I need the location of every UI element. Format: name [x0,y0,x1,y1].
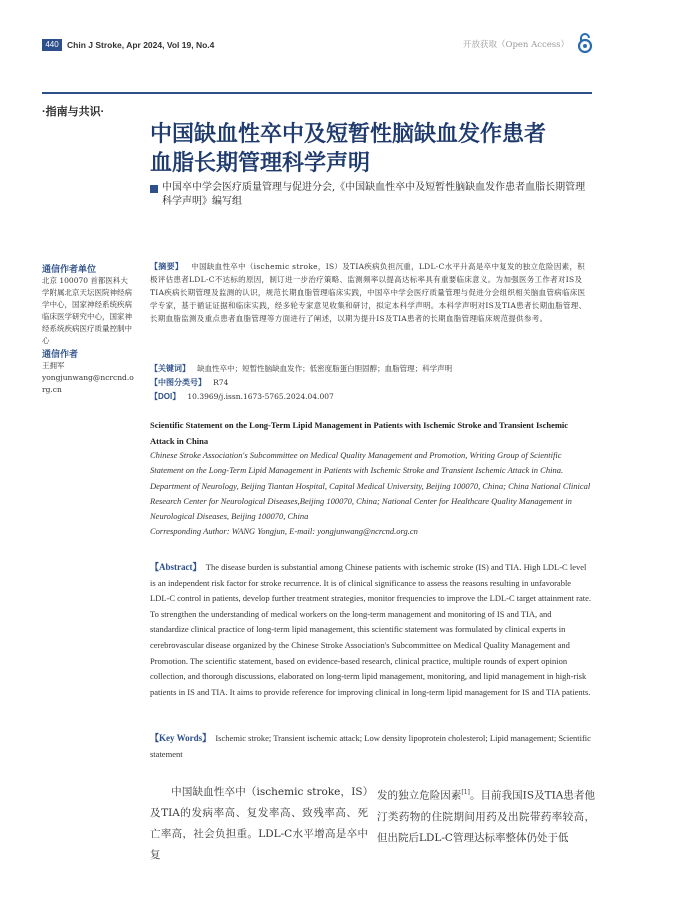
body-col2-text-post: 。目前我国IS及TIA患者他汀类药物的住院期间用药及出院带药率较高，但出院后LDL-C管理达标率整体仍处于低 [377,789,595,844]
cn-classification-text: R74 [213,378,229,387]
sidebar [42,262,134,396]
en-title: Scientific Statement on the Long-Term Lipid Management in Patients with Ischemic Stroke and Transient Ischemic Attack in China [150,420,569,446]
section-label: ·指南与共识· [42,106,105,118]
en-corresponding: Corresponding Author: WANG Yongjun, E-mail: yongjunwang@ncrcnd.org.cn [150,526,418,537]
unit-text: 北京 100070 首都医科大学附属北京天坛医院神经病学中心，国家神经系统疾病临床医学研究中心，国家神经系统疾病医疗质量控制中心 [42,276,132,345]
citation-ref[interactable]: [1] [461,789,470,796]
en-keywords-label: 【Key Words】 [150,733,212,743]
article-title [150,120,610,178]
en-keywords [150,731,592,762]
cn-abstract [150,260,592,325]
en-abstract-label: 【Abstract】 [150,562,202,572]
cn-keywords-text: 缺血性卒中；短暂性脑缺血发作；低密度脂蛋白胆固醇；血脂管理；科学声明 [197,364,453,373]
en-authors-block [150,448,592,540]
en-abstract [150,560,592,700]
cn-doi [150,390,592,403]
cn-abstract-label: 【摘要】 [150,262,184,271]
open-access-label: 开放获取（Open Access） [462,40,569,50]
page-number: 440 [42,39,62,51]
body-column-2 [377,782,595,849]
author-email[interactable]: yongjunwang@ncrcnd.org.cn [42,373,134,394]
en-authors: Chinese Stroke Association's Subcommittee on Medical Quality Management and Promotion, Writing Group of Scientific Statement on the Long-Term Lipid Management in Patients with Ischemic Stroke and Transient Ischemic Attack in China. Department of Neurology, Beijing Tiantan Hospital, Capital Medical University, Beijing 100070, China; China National Clinical Research Center for Neurological Diseases,Beijing 100070, China; National Center for Healthcare Quality Management in Neurological Diseases, Beijing 100070, China [150,450,591,522]
author-name: 王拥军 [42,361,65,370]
cn-keywords [150,362,592,375]
doi-text[interactable]: 10.3969/j.issn.1673-5765.2024.04.007 [187,392,334,401]
cn-abstract-text: 中国缺血性卒中（ischemic stroke，IS）及TIA疾病负担沉重，LDL-C水平升高是卒中复发的独立危险因素，积极评估患者LDL-C不达标的原因，制订进一步治疗策略、监测频率以提高达标率具有重要临床意义。为加强医务工作者对IS及TIA疾病长期管理及监测的认识，规范长期血脂管理临床实践，中国卒中学会医疗质量管理与促进分会组织相关脑血管病临床医学专家，基于循证证据和临床实践，经多轮专家意见收集和研讨，拟定本科学声明。本科学声明对IS及TIA患者长期血脂管理、长期血脂监测及重点患者血脂管理等方面进行了阐述，以期为提升IS及TIA患者的长期血脂管理临床规范提供参考。 [150,262,587,323]
title-line-2: 血脂长期管理科学声明 [150,150,371,176]
title-line-1: 中国缺血性卒中及短暂性脑缺血发作患者 [150,121,547,147]
authors: 中国卒中学会医疗质量管理与促进分会,《中国缺血性卒中及短暂性脑缺血发作患者血脂长期管理科学声明》编写组 [162,182,586,207]
journal-citation: Chin J Stroke, Apr 2024, Vol 19, No.4 [67,40,215,50]
cn-keywords-label: 【关键词】 [150,364,190,373]
body-col2-text-pre: 发的独立危险因素 [377,789,462,802]
cn-classification [150,376,592,389]
en-keywords-text: Ischemic stroke; Transient ischemic attack; Low density lipoprotein cholesterol; Lipid management; Scientific statement [150,733,591,759]
body-column-1 [150,782,368,866]
en-abstract-text: The disease burden is substantial among Chinese patients with ischemic stroke (IS) and TIA. High LDL-C level is an independent risk factor for stroke recurrence. It is of clinical significance to assess the reasons resulting in unfavorable LDL-C control in patients, develop further treatment strategies, monitor frequencies to improve the LDL-C target attainment rate. To strengthen the understanding of medical workers on the long-term management and monitoring of IS and TIA, and standardize clinical practice of long-term lipid management, this scientific statement was formulated by clinical experts in cerebrovascular disease organized by the Chinese Stroke Association's Subcommittee on Medical Quality Management and Promotion. The scientific statement, based on evidence-based research, clinical practice, multiple rounds of expert opinion collection, and thorough discussions, elaborated on long-term lipid management, monitoring, and lipid management in high-risk patients in IS and TIA. It aims to provide reference for improving clinical in long-term lipid management for IS and TIA patients. [150,562,591,697]
open-access-icon [577,33,593,53]
doi-label: 【DOI】 [150,392,181,401]
authors-bullet [150,185,158,193]
body-col1-text: 中国缺血性卒中（ischemic stroke，IS）及TIA的发病率高、复发率高、致残率高、死亡率高，社会负担重。LDL-C水平增高是卒中复 [150,786,368,861]
header-rule [42,92,592,94]
cn-classification-label: 【中图分类号】 [150,378,206,387]
unit-heading: 通信作者单位 [42,264,97,274]
author-heading: 通信作者 [42,349,79,359]
